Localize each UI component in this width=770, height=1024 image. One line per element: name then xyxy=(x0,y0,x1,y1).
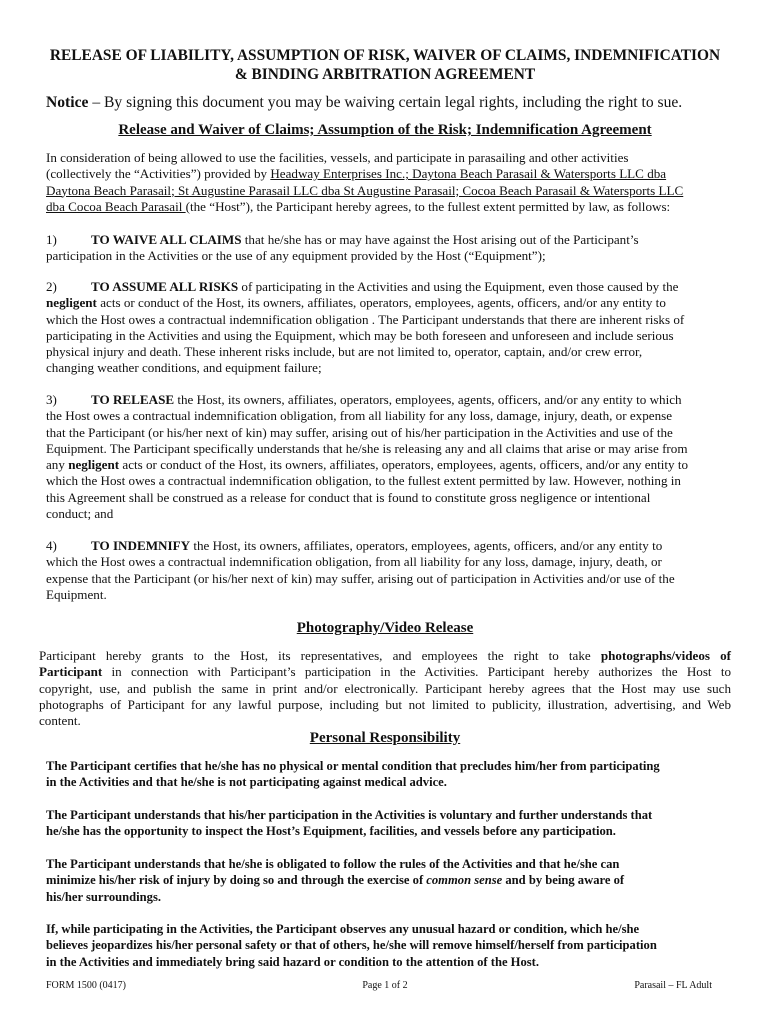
intro-paragraph: In consideration of being allowed to use the facilities, vessels, and participate in parasailing and other activities (collectively the “Activities”) provided by Headway Enterprises Inc.; Daytona Beach Parasail & Watersports LLC dba Daytona Beach Parasail; St Augustine Parasail LLC dba St Augustine Parasail; Cocoa Beach Parasail & Watersports LLC dba Cocoa Beach Parasail (the “Host”), the Participant hereby agrees, to the fullest extent permitted by law, as follows: xyxy=(46,150,684,214)
clause-heading: TO WAIVE ALL CLAIMS xyxy=(91,232,242,247)
clause-assume-risks: 2) TO ASSUME ALL RISKS of participating in the Activities and using the Equipment, even those caused by the negligent acts or conduct of the Host, its owners, affiliates, operators, employees, agents, officers, and/or any entity to which the Host owes a contractual indemnification obligation . The Participant understands that there are inherent risks of participating in the Activities and using the Equipment, which may be both foreseen and unforeseen and include serious physical injury and death. These inherent risks include, but are not limited to, operator, captain, and/or crew error, changing weather conditions, and equipment failure; xyxy=(46,279,685,376)
section-heading-release: Release and Waiver of Claims; Assumption of the Risk; Indemnification Agreement xyxy=(118,122,652,138)
clause-heading: TO RELEASE xyxy=(91,392,175,407)
clause-heading: TO ASSUME ALL RISKS xyxy=(91,279,239,294)
responsibility-voluntary: The Participant understands that his/her participation in the Activities is voluntary and further understands that he/she has the opportunity to inspect the Host’s Equipment, facilities, and vessels before any participation. xyxy=(46,808,653,839)
notice-label: Notice xyxy=(46,94,89,111)
section-heading-photo-release: Photography/Video Release xyxy=(296,620,474,636)
clause-release: 3) TO RELEASE the Host, its owners, affiliates, operators, employees, agents, officers, and/or any entity to which the Host owes a contractual indemnification obligation, from all liability for any loss, damage, injury, death, or expense that the Participant (or his/her next of kin) may suffer, arising out of his/her participation in the Activities and use of the Equipment. The Participant specifically understands that he/she is releasing any and all claims that arise or may arise from any negligent acts or conduct of the Host, its owners, affiliates, operators, employees, agents, officers, and/or any entity to which the Host owes a contractual indemnification obligation, to the fullest extent permitted by law. However, nothing in this Agreement shall be construed as a release for conduct that is found to constitute gross negligence or intentional conduct; and xyxy=(46,392,689,522)
photo-release-paragraph: Participant hereby grants to the Host, its representatives, and employees the right to take photographs/videos of Participant in connection with Participant’s participation in the Activities. Participant hereby authorizes the Host to copyright, use, and publish the same in print and/or electronically. Participant hereby agrees that the Host may use such photographs of Participant for any lawful purpose, including but not limited to publicity, illustration, advertising, and Web content. xyxy=(39,648,732,729)
host-names-underlined: Headway Enterprises Inc.; Daytona Beach Parasail & Watersports LLC dba xyxy=(270,166,667,182)
section-heading-personal-responsibility: Personal Responsibility xyxy=(309,730,461,746)
title-line-1: RELEASE OF LIABILITY, ASSUMPTION OF RISK, WAIVER OF CLAIMS, INDEMNIFICATION xyxy=(49,47,721,64)
notice-line xyxy=(46,93,682,112)
responsibility-medical: The Participant certifies that he/she has no physical or mental condition that precludes him/her from participating in the Activities and that he/she is not participating against medical advice. xyxy=(46,759,660,790)
footer-page-number: Page 1 of 2 xyxy=(362,980,408,991)
responsibility-hazards: If, while participating in the Activities, the Participant observes any unusual hazard or condition, which he/she believes jeopardizes his/her personal safety or that of others, he/she will remove himself/herself from participation in the Activities and immediately bring said hazard or condition to the attention of the Host. xyxy=(46,922,657,969)
footer-form-number: FORM 1500 (0417) xyxy=(46,980,127,991)
title-line-2: & BINDING ARBITRATION AGREEMENT xyxy=(234,66,536,83)
document-title xyxy=(30,46,740,84)
responsibility-rules: The Participant understands that he/she is obligated to follow the rules of the Activities and that he/she can minimize his/her risk of injury by doing so and through the exercise of common sense and by being aware of his/her surroundings. xyxy=(46,857,625,904)
clause-waive-claims: 1) TO WAIVE ALL CLAIMS that he/she has or may have against the Host arising out of the Participant’s participation in the Activities or the use of any equipment provided by the Host (“Equipment”); xyxy=(46,232,639,264)
footer-product-name: Parasail – FL Adult xyxy=(634,980,712,991)
clause-heading: TO INDEMNIFY xyxy=(91,538,191,553)
notice-text: – By signing this document you may be waiving certain legal rights, including the right to sue. xyxy=(88,94,683,111)
clause-indemnify: 4) TO INDEMNIFY the Host, its owners, affiliates, operators, employees, agents, officers, and/or any entity to which the Host owes a contractual indemnification obligation, from all liability for any loss, damage, injury, death, or expense that the Participant (or his/her next of kin) may suffer, arising out of participation in Activities and/or use of the Equipment. xyxy=(46,538,675,602)
